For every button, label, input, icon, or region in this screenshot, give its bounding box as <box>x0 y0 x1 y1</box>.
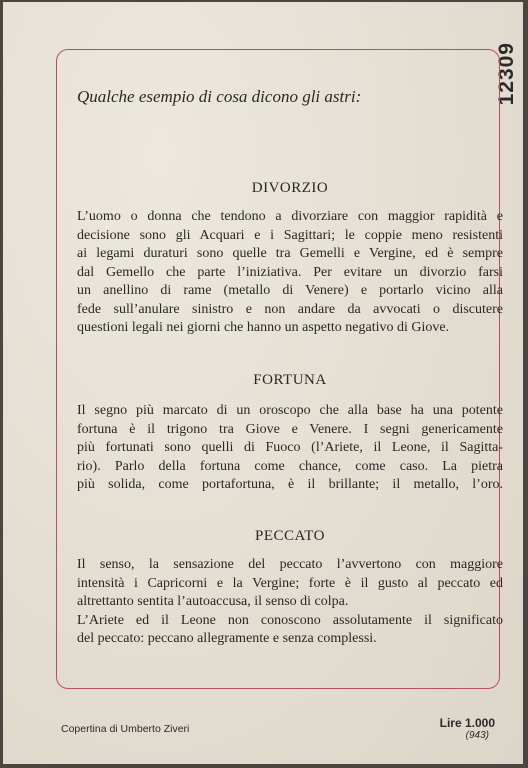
price: Lire 1.000 <box>439 716 495 730</box>
price-code: (943) <box>465 730 489 741</box>
text-line: più fortunati sono quelli di Fuoco (l’Ariete, il Leone, il Sagitta- <box>77 440 503 455</box>
cover-credits: Copertina di Umberto Ziveri <box>61 723 190 735</box>
text-line: L’Ariete ed il Leone non conoscono assolutamente il significato <box>77 612 503 628</box>
text-line: rio). Parlo della fortuna come chance, come caso. La pietra <box>77 458 503 474</box>
section-heading-fortuna: FORTUNA <box>253 372 327 388</box>
text-line: Il segno più marcato di un oroscopo che alla base ha una potente <box>77 403 503 418</box>
section-text-divorzio <box>77 208 503 338</box>
text-line: intensità i Capricorni e la Vergine; forte è il gusto al peccato ed <box>77 575 503 591</box>
price-block <box>440 716 495 741</box>
text-line: ai legami duraturi sono quelle tra Gemelli e Vergine, ed è sempre <box>77 246 503 261</box>
text-line: un anellino di rame (metallo di Venere) e portarlo vicino alla <box>77 283 503 298</box>
text-line: altrettanto sentita l’autoaccusa, il senso di colpa. <box>77 594 349 609</box>
text-line: del peccato: peccano allegramente e senza complessi. <box>77 631 377 646</box>
text-line: L’uomo o donna che tendono a divorziare con maggior rapidità e <box>77 209 503 224</box>
book-back-cover <box>3 2 523 764</box>
section-heading-peccato: PECCATO <box>255 528 325 544</box>
section-text-peccato <box>77 556 503 649</box>
section-text-fortuna <box>77 402 503 495</box>
text-line: Il senso, la sensazione del peccato l’avvertono con maggiore <box>77 557 503 572</box>
text-line: fede sull’anulare sinistro e non andare da avvocati o discutere <box>77 301 503 317</box>
text-line: fortuna è il trigono tra Giove e Venere. I segni genericamente <box>77 421 503 437</box>
text-line: dal Gemello che parte l’iniziativa. Per evitare un divorzio farsi <box>77 264 503 280</box>
section-heading-divorzio: DIVORZIO <box>251 180 329 196</box>
text-line: questioni legali nei giorni che hanno un aspetto negativo di Giove. <box>77 320 450 335</box>
text-line: decisione sono gli Acquari e i Sagittari; le coppie meno resistenti <box>77 227 503 243</box>
stock-number: 12309 <box>495 42 518 106</box>
text-line: più solida, come portafortuna, è il brillante; il metallo, l’oro. <box>77 477 503 492</box>
intro-line: Qualche esempio di cosa dicono gli astri: <box>77 87 362 106</box>
